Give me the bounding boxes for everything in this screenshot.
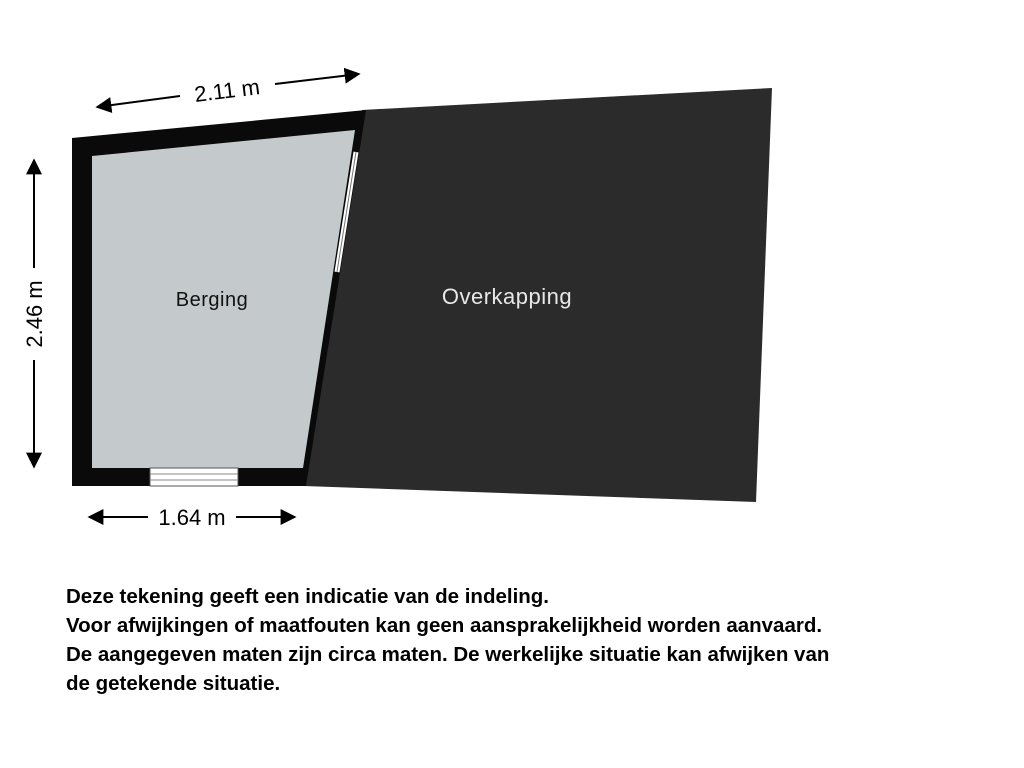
room-label-berging: Berging: [175, 289, 249, 311]
dimension-bottom: [89, 505, 295, 530]
room-label-overkapping: Overkapping: [441, 284, 573, 309]
dimension-top-arrow-right: [275, 74, 359, 84]
dimension-bottom-label: 1.64 m: [158, 505, 226, 530]
dimension-top-label: 2.11 m: [192, 74, 262, 107]
dimension-top: [97, 74, 359, 107]
disclaimer-line: de getekende situatie.: [66, 672, 281, 695]
disclaimer-text: [66, 582, 1016, 698]
dimension-left: [22, 160, 47, 467]
disclaimer-line: Voor afwijkingen of maatfouten kan geen aansprakelijkheid worden aanvaard.: [66, 614, 823, 637]
window-bottom-wall: [150, 468, 238, 486]
dimension-top-arrow-left: [97, 96, 180, 107]
disclaimer-line: De aangegeven maten zijn circa maten. De werkelijke situatie kan afwijken van: [66, 643, 830, 666]
disclaimer-line: Deze tekening geeft een indicatie van de indeling.: [66, 585, 550, 608]
dimension-left-label: 2.46 m: [22, 280, 47, 348]
